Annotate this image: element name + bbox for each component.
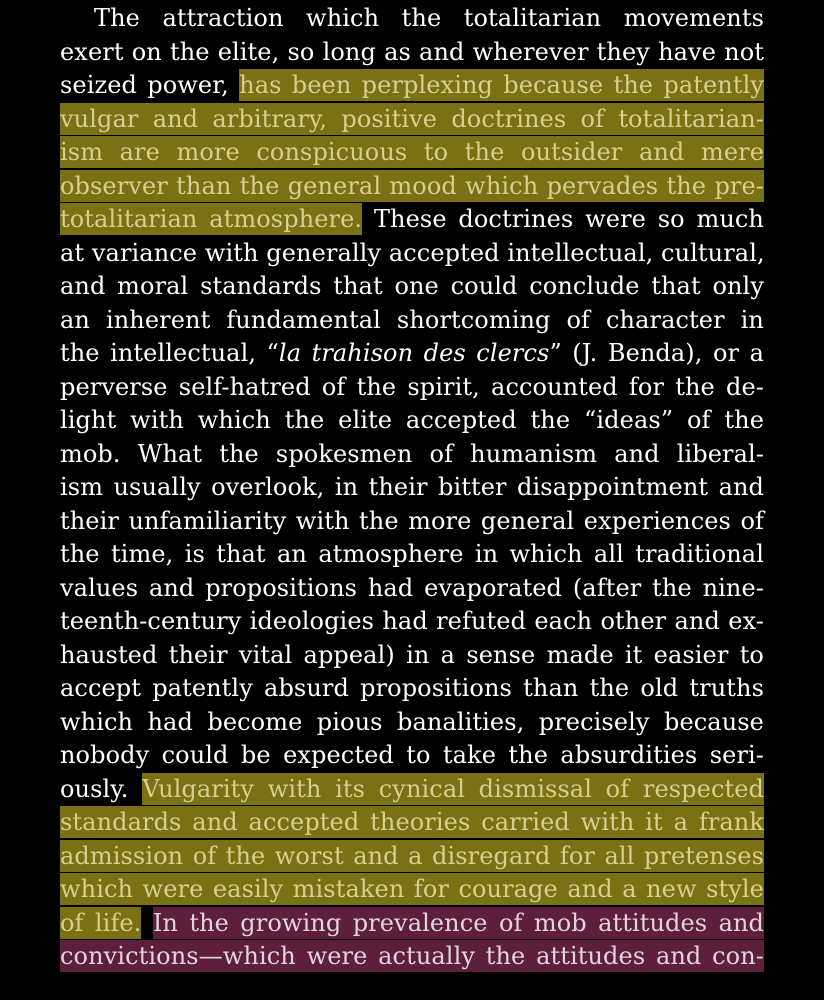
text-segment[interactable]: perverse self-hatred of the spirit, accounted for the de- [60,372,764,401]
text-line[interactable] [60,270,764,304]
highlight-yellow[interactable]: standards and accepted theories carried with it a frank [60,808,764,836]
text-line[interactable] [60,237,764,271]
text-line[interactable] [60,773,764,807]
highlight-yellow[interactable]: observer than the general mood which pervades the pre- [60,171,764,200]
text-line[interactable] [60,36,764,70]
text-line[interactable] [60,304,764,338]
text-segment[interactable] [141,909,152,937]
text-line[interactable] [60,337,764,371]
text-line[interactable] [60,840,764,874]
text-line[interactable] [60,806,764,840]
text-segment[interactable]: ” (J. Benda), or a [549,339,764,367]
text-segment[interactable]: ously. [60,774,143,803]
text-line[interactable] [60,170,764,204]
text-line[interactable] [60,2,764,36]
highlight-yellow[interactable]: ism are more conspicuous to the outsider and mere [60,138,764,166]
text-line[interactable] [60,572,764,606]
highlight-yellow[interactable]: which were easily mistaken for courage and a new style [60,875,764,903]
text-segment[interactable]: the time, is that an atmosphere in which all traditional [60,540,764,568]
highlight-yellow[interactable]: Vulgarity with its cynical dismissal of respected [142,774,764,803]
text-segment[interactable]: values and propositions had evaporated (after the nine- [60,573,764,602]
highlight-yellow[interactable]: vulgar and arbitrary, positive doctrines of totalitarian- [60,104,764,133]
text-line[interactable] [60,69,764,103]
text-line[interactable] [60,538,764,572]
text-segment[interactable]: teenth-century ideologies had refuted each other and ex- [60,607,764,635]
text-line[interactable] [60,404,764,438]
highlight-purple[interactable]: convictions—which were actually the attitudes and con- [60,942,764,970]
text-segment[interactable]: seized power, [60,71,240,99]
text-segment[interactable]: ism usually overlook, in their bitter disappointment and [60,473,764,501]
text-line[interactable] [60,471,764,505]
text-segment[interactable]: These doctrines were so much [362,205,764,233]
text-segment[interactable]: at variance with generally accepted intellectual, cultural, [60,238,765,267]
text-line[interactable] [60,907,764,941]
text-line[interactable] [60,639,764,673]
text-segment[interactable]: which had become pious banalities, precisely because [60,707,764,736]
text-line[interactable] [60,739,764,773]
text-segment[interactable]: The attraction which the totalitarian movements [94,4,764,32]
text-segment[interactable]: nobody could be expected to take the absurdities seri- [60,741,764,769]
text-line[interactable] [60,438,764,472]
text-line[interactable] [60,136,764,170]
highlight-purple[interactable]: In the growing prevalence of mob attitudes and [152,908,765,937]
text-segment[interactable]: accept patently absurd propositions than the old truths [60,674,764,702]
highlight-yellow[interactable]: admission of the worst and a disregard for all pretenses [60,841,764,870]
text-line[interactable] [60,371,764,405]
text-segment[interactable]: light with which the elite accepted the “ideas” of the [60,406,764,434]
text-line[interactable] [60,605,764,639]
text-segment[interactable]: their unfamiliarity with the more general experiences of [60,506,764,535]
text-segment[interactable]: mob. What the spokesmen of humanism and liberal- [60,439,764,468]
text-segment[interactable]: exert on the elite, so long as and wherever they have not [60,37,764,66]
text-line[interactable] [60,103,764,137]
text-line[interactable] [60,203,764,237]
text-segment[interactable]: an inherent fundamental shortcoming of character in [60,305,764,334]
highlight-yellow[interactable]: totalitarian atmosphere. [60,205,363,233]
text-segment[interactable]: and moral standards that one could conclude that only [60,272,764,300]
italic-text[interactable]: la trahison des clercs [278,339,550,367]
text-line[interactable] [60,873,764,907]
text-line[interactable] [60,505,764,539]
text-segment[interactable]: the intellectual, “ [60,339,279,367]
highlight-yellow[interactable]: of life. [60,908,142,937]
text-line[interactable] [60,672,764,706]
text-line[interactable] [60,940,764,974]
text-line[interactable] [60,706,764,740]
book-text[interactable] [60,2,764,974]
text-segment[interactable]: hausted their vital appeal) in a sense made it easier to [60,640,764,669]
highlight-yellow[interactable]: has been perplexing because the patently [239,71,765,99]
